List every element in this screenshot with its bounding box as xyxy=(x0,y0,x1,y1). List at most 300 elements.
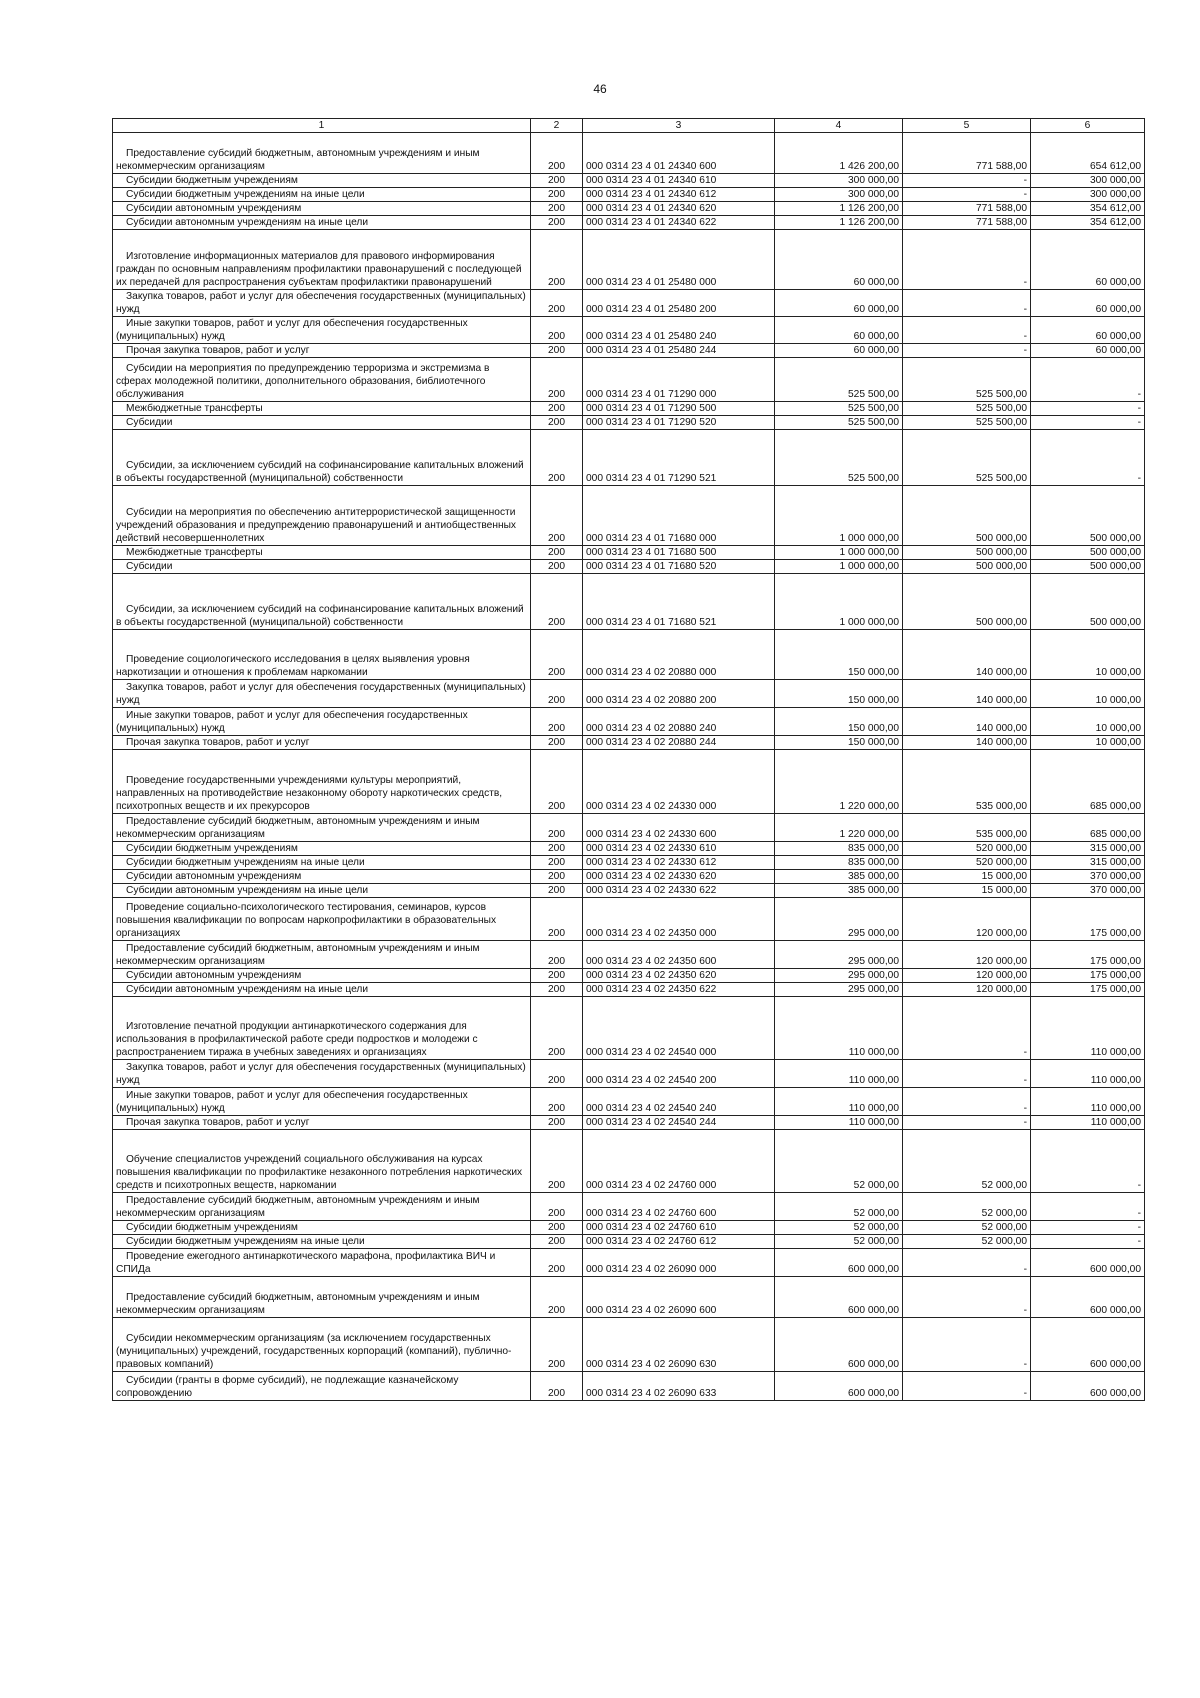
row-code: 000 0314 23 4 01 71290 500 xyxy=(583,402,775,416)
row-value-col5: 500 000,00 xyxy=(903,574,1031,630)
row-value-col6: 370 000,00 xyxy=(1031,884,1145,898)
table-row xyxy=(113,574,1145,630)
row-kbk: 200 xyxy=(531,870,583,884)
row-code: 000 0314 23 4 01 71680 500 xyxy=(583,546,775,560)
row-value-col6: 685 000,00 xyxy=(1031,814,1145,842)
row-value-col6: 370 000,00 xyxy=(1031,870,1145,884)
row-value-col5: 120 000,00 xyxy=(903,898,1031,941)
row-kbk: 200 xyxy=(531,560,583,574)
row-name xyxy=(113,546,531,560)
row-name-text: Изготовление печатной продукции антинаркотического содержания для использования в профилактической работе среди подростков и молодежи с распространением тиража в учебных заведениях и организациях xyxy=(116,1021,478,1058)
row-value-col6: 354 612,00 xyxy=(1031,202,1145,216)
row-code: 000 0314 23 4 02 26090 600 xyxy=(583,1277,775,1318)
row-code: 000 0314 23 4 01 24340 610 xyxy=(583,174,775,188)
row-code: 000 0314 23 4 02 24350 000 xyxy=(583,898,775,941)
row-value-col5: - xyxy=(903,344,1031,358)
table-row xyxy=(113,941,1145,969)
row-value-col4: 600 000,00 xyxy=(775,1277,903,1318)
row-name xyxy=(113,969,531,983)
row-kbk: 200 xyxy=(531,630,583,680)
row-value-col4: 1 126 200,00 xyxy=(775,202,903,216)
row-kbk: 200 xyxy=(531,1060,583,1088)
row-value-col5: 52 000,00 xyxy=(903,1130,1031,1193)
table-row xyxy=(113,344,1145,358)
row-code: 000 0314 23 4 01 24340 620 xyxy=(583,202,775,216)
row-name xyxy=(113,941,531,969)
row-value-col4: 1 426 200,00 xyxy=(775,133,903,174)
row-value-col4: 295 000,00 xyxy=(775,898,903,941)
row-value-col6: 600 000,00 xyxy=(1031,1318,1145,1372)
table-row xyxy=(113,416,1145,430)
row-name-text: Субсидии автономным учреждениям на иные цели xyxy=(126,984,369,995)
table-row xyxy=(113,997,1145,1060)
row-value-col5: - xyxy=(903,1116,1031,1130)
table-row xyxy=(113,898,1145,941)
row-value-col5: 525 500,00 xyxy=(903,358,1031,402)
row-value-col5: - xyxy=(903,1318,1031,1372)
row-value-col5: - xyxy=(903,1277,1031,1318)
table-row xyxy=(113,1193,1145,1221)
row-value-col6: 60 000,00 xyxy=(1031,230,1145,290)
table-row xyxy=(113,969,1145,983)
row-name xyxy=(113,750,531,814)
row-code: 000 0314 23 4 02 26090 000 xyxy=(583,1249,775,1277)
header-col-4: 4 xyxy=(775,119,903,133)
row-value-col5: 140 000,00 xyxy=(903,680,1031,708)
row-name-text: Прочая закупка товаров, работ и услуг xyxy=(126,1117,310,1128)
row-value-col4: 150 000,00 xyxy=(775,736,903,750)
row-kbk: 200 xyxy=(531,680,583,708)
row-name-text: Субсидии бюджетным учреждениям на иные цели xyxy=(126,189,365,200)
row-value-col4: 52 000,00 xyxy=(775,1235,903,1249)
row-code: 000 0314 23 4 01 25480 200 xyxy=(583,290,775,317)
row-value-col4: 1 220 000,00 xyxy=(775,814,903,842)
row-name xyxy=(113,1372,531,1401)
row-name xyxy=(113,1277,531,1318)
row-name xyxy=(113,856,531,870)
row-code: 000 0314 23 4 01 24340 622 xyxy=(583,216,775,230)
row-kbk: 200 xyxy=(531,814,583,842)
row-code: 000 0314 23 4 02 24760 610 xyxy=(583,1221,775,1235)
row-kbk: 200 xyxy=(531,983,583,997)
row-code: 000 0314 23 4 02 24540 240 xyxy=(583,1088,775,1116)
row-value-col6: - xyxy=(1031,1235,1145,1249)
row-value-col4: 525 500,00 xyxy=(775,416,903,430)
row-kbk: 200 xyxy=(531,842,583,856)
row-value-col6: - xyxy=(1031,358,1145,402)
row-kbk: 200 xyxy=(531,1088,583,1116)
table-row xyxy=(113,546,1145,560)
row-value-col4: 60 000,00 xyxy=(775,230,903,290)
row-name-text: Предоставление субсидий бюджетным, автономным учреждениям и иным некоммерческим организациям xyxy=(116,1195,480,1219)
row-name-text: Иные закупки товаров, работ и услуг для обеспечения государственных (муниципальных) нужд xyxy=(116,710,468,734)
row-kbk: 200 xyxy=(531,750,583,814)
header-col-2: 2 xyxy=(531,119,583,133)
row-value-col4: 295 000,00 xyxy=(775,941,903,969)
row-value-col4: 600 000,00 xyxy=(775,1249,903,1277)
row-value-col4: 600 000,00 xyxy=(775,1318,903,1372)
row-kbk: 200 xyxy=(531,344,583,358)
row-value-col6: 60 000,00 xyxy=(1031,317,1145,344)
table-row xyxy=(113,1088,1145,1116)
table-row xyxy=(113,708,1145,736)
row-value-col5: 120 000,00 xyxy=(903,941,1031,969)
row-name xyxy=(113,216,531,230)
row-name-text: Проведение ежегодного антинаркотического марафона, профилактика ВИЧ и СПИДа xyxy=(116,1251,496,1275)
row-kbk: 200 xyxy=(531,736,583,750)
row-code: 000 0314 23 4 02 24540 000 xyxy=(583,997,775,1060)
row-name-text: Субсидии автономным учреждениям на иные цели xyxy=(126,885,369,896)
row-code: 000 0314 23 4 01 24340 600 xyxy=(583,133,775,174)
row-value-col5: 52 000,00 xyxy=(903,1221,1031,1235)
row-name-text: Субсидии на мероприятия по предупреждению терроризма и экстремизма в сферах молодежной политики, дополнительного образования, библиотечного обслуживания xyxy=(116,363,490,400)
row-value-col6: 685 000,00 xyxy=(1031,750,1145,814)
row-value-col5: 15 000,00 xyxy=(903,870,1031,884)
row-value-col6: 500 000,00 xyxy=(1031,574,1145,630)
row-code: 000 0314 23 4 01 71680 521 xyxy=(583,574,775,630)
row-value-col4: 295 000,00 xyxy=(775,983,903,997)
row-value-col4: 525 500,00 xyxy=(775,430,903,486)
row-name xyxy=(113,574,531,630)
table-row xyxy=(113,750,1145,814)
row-value-col5: - xyxy=(903,997,1031,1060)
row-name xyxy=(113,290,531,317)
row-name-text: Субсидии автономным учреждениям xyxy=(126,970,302,981)
row-kbk: 200 xyxy=(531,416,583,430)
table-row xyxy=(113,1130,1145,1193)
row-name xyxy=(113,842,531,856)
table-header-row xyxy=(113,119,1145,133)
row-name-text: Прочая закупка товаров, работ и услуг xyxy=(126,737,310,748)
row-code: 000 0314 23 4 01 71290 521 xyxy=(583,430,775,486)
row-value-col5: - xyxy=(903,174,1031,188)
row-value-col5: 52 000,00 xyxy=(903,1235,1031,1249)
row-value-col6: 175 000,00 xyxy=(1031,941,1145,969)
row-name xyxy=(113,1221,531,1235)
row-value-col4: 52 000,00 xyxy=(775,1130,903,1193)
row-kbk: 200 xyxy=(531,1249,583,1277)
row-value-col5: 52 000,00 xyxy=(903,1193,1031,1221)
row-value-col6: - xyxy=(1031,1221,1145,1235)
table-row xyxy=(113,1277,1145,1318)
row-name xyxy=(113,344,531,358)
row-code: 000 0314 23 4 01 71680 520 xyxy=(583,560,775,574)
table-row xyxy=(113,1249,1145,1277)
row-value-col5: 535 000,00 xyxy=(903,814,1031,842)
row-code: 000 0314 23 4 02 24330 622 xyxy=(583,884,775,898)
row-name-text: Проведение государственными учреждениями культуры мероприятий, направленных на противодействие незаконному обороту наркотических средств, психотропных веществ и их прекурсоров xyxy=(116,775,503,812)
table-row xyxy=(113,202,1145,216)
row-value-col4: 1 000 000,00 xyxy=(775,546,903,560)
row-kbk: 200 xyxy=(531,1130,583,1193)
row-value-col4: 52 000,00 xyxy=(775,1193,903,1221)
row-name-text: Субсидии бюджетным учреждениям на иные цели xyxy=(126,1236,365,1247)
row-code: 000 0314 23 4 02 24760 000 xyxy=(583,1130,775,1193)
row-value-col4: 60 000,00 xyxy=(775,290,903,317)
row-value-col4: 300 000,00 xyxy=(775,188,903,202)
row-value-col6: 315 000,00 xyxy=(1031,842,1145,856)
row-value-col6: 110 000,00 xyxy=(1031,997,1145,1060)
row-value-col5: - xyxy=(903,317,1031,344)
row-name xyxy=(113,1318,531,1372)
row-name-text: Иные закупки товаров, работ и услуг для обеспечения государственных (муниципальных) нужд xyxy=(116,1090,468,1114)
row-value-col5: 120 000,00 xyxy=(903,969,1031,983)
row-kbk: 200 xyxy=(531,216,583,230)
table-row xyxy=(113,230,1145,290)
row-name xyxy=(113,898,531,941)
row-value-col5: 771 588,00 xyxy=(903,216,1031,230)
row-code: 000 0314 23 4 01 71290 520 xyxy=(583,416,775,430)
row-value-col6: - xyxy=(1031,430,1145,486)
row-value-col4: 60 000,00 xyxy=(775,317,903,344)
row-name xyxy=(113,174,531,188)
row-name xyxy=(113,1249,531,1277)
row-name-text: Закупка товаров, работ и услуг для обеспечения государственных (муниципальных) нужд xyxy=(116,1062,526,1086)
row-kbk: 200 xyxy=(531,188,583,202)
table-row xyxy=(113,856,1145,870)
row-value-col6: - xyxy=(1031,1193,1145,1221)
row-value-col5: 520 000,00 xyxy=(903,842,1031,856)
row-kbk: 200 xyxy=(531,1372,583,1401)
row-value-col6: 500 000,00 xyxy=(1031,486,1145,546)
table-row xyxy=(113,290,1145,317)
row-kbk: 200 xyxy=(531,1116,583,1130)
row-code: 000 0314 23 4 02 24540 244 xyxy=(583,1116,775,1130)
row-value-col6: 500 000,00 xyxy=(1031,560,1145,574)
row-name-text: Субсидии бюджетным учреждениям xyxy=(126,175,298,186)
table-row xyxy=(113,736,1145,750)
table-row xyxy=(113,486,1145,546)
row-kbk: 200 xyxy=(531,358,583,402)
row-value-col4: 1 000 000,00 xyxy=(775,486,903,546)
row-kbk: 200 xyxy=(531,290,583,317)
row-name xyxy=(113,486,531,546)
row-name-text: Проведение социально-психологического тестирования, семинаров, курсов повышения квалификации по вопросам наркопрофилактики в образовательных организациях xyxy=(116,902,497,939)
row-name-text: Изготовление информационных материалов для правового информирования граждан по основным направлениям профилактики правонарушений с последующей их передачей для распространения субъектам профилактики правонарушений xyxy=(116,251,522,288)
row-value-col4: 1 000 000,00 xyxy=(775,560,903,574)
row-value-col6: 60 000,00 xyxy=(1031,290,1145,317)
row-name xyxy=(113,708,531,736)
row-kbk: 200 xyxy=(531,884,583,898)
row-name xyxy=(113,416,531,430)
row-value-col4: 835 000,00 xyxy=(775,842,903,856)
row-value-col5: 525 500,00 xyxy=(903,416,1031,430)
row-value-col4: 600 000,00 xyxy=(775,1372,903,1401)
row-value-col4: 835 000,00 xyxy=(775,856,903,870)
row-value-col5: 140 000,00 xyxy=(903,736,1031,750)
row-kbk: 200 xyxy=(531,1221,583,1235)
row-value-col6: 315 000,00 xyxy=(1031,856,1145,870)
table-row xyxy=(113,317,1145,344)
row-value-col5: 525 500,00 xyxy=(903,402,1031,416)
table-row xyxy=(113,870,1145,884)
row-name xyxy=(113,870,531,884)
row-kbk: 200 xyxy=(531,941,583,969)
budget-table xyxy=(112,118,1145,1401)
row-value-col4: 60 000,00 xyxy=(775,344,903,358)
row-kbk: 200 xyxy=(531,402,583,416)
table-row xyxy=(113,216,1145,230)
row-value-col4: 110 000,00 xyxy=(775,1060,903,1088)
row-value-col6: 300 000,00 xyxy=(1031,188,1145,202)
row-value-col6: - xyxy=(1031,402,1145,416)
row-value-col6: 600 000,00 xyxy=(1031,1372,1145,1401)
header-col-6: 6 xyxy=(1031,119,1145,133)
row-code: 000 0314 23 4 02 20880 000 xyxy=(583,630,775,680)
table-row xyxy=(113,1235,1145,1249)
row-name-text: Субсидии xyxy=(126,561,173,572)
row-kbk: 200 xyxy=(531,546,583,560)
row-kbk: 200 xyxy=(531,898,583,941)
row-code: 000 0314 23 4 02 24350 620 xyxy=(583,969,775,983)
row-value-col6: 300 000,00 xyxy=(1031,174,1145,188)
table-row xyxy=(113,1318,1145,1372)
row-code: 000 0314 23 4 02 20880 240 xyxy=(583,708,775,736)
row-value-col6: 175 000,00 xyxy=(1031,983,1145,997)
row-value-col5: 771 588,00 xyxy=(903,202,1031,216)
row-name-text: Субсидии автономным учреждениям xyxy=(126,203,302,214)
table-row xyxy=(113,188,1145,202)
row-code: 000 0314 23 4 02 24540 200 xyxy=(583,1060,775,1088)
row-kbk: 200 xyxy=(531,997,583,1060)
row-code: 000 0314 23 4 01 25480 244 xyxy=(583,344,775,358)
row-name xyxy=(113,230,531,290)
row-value-col4: 300 000,00 xyxy=(775,174,903,188)
row-code: 000 0314 23 4 02 24760 612 xyxy=(583,1235,775,1249)
row-value-col6: 60 000,00 xyxy=(1031,344,1145,358)
row-name xyxy=(113,430,531,486)
row-kbk: 200 xyxy=(531,1193,583,1221)
row-code: 000 0314 23 4 01 25480 240 xyxy=(583,317,775,344)
row-name xyxy=(113,1235,531,1249)
row-name-text: Субсидии, за исключением субсидий на софинансирование капитальных вложений в объекты государственной (муниципальной) собственности xyxy=(116,604,524,628)
row-value-col6: 354 612,00 xyxy=(1031,216,1145,230)
row-value-col4: 1 126 200,00 xyxy=(775,216,903,230)
table-row xyxy=(113,1060,1145,1088)
table-body xyxy=(113,133,1145,1401)
row-name-text: Обучение специалистов учреждений социального обслуживания на курсах повышения квалификации по профилактике незаконного потребления наркотических средств и психотропных веществ, наркомании xyxy=(116,1154,523,1191)
row-name xyxy=(113,1193,531,1221)
row-name-text: Субсидии автономным учреждениям xyxy=(126,871,302,882)
row-value-col4: 1 000 000,00 xyxy=(775,574,903,630)
row-value-col6: 10 000,00 xyxy=(1031,736,1145,750)
row-code: 000 0314 23 4 02 20880 200 xyxy=(583,680,775,708)
row-value-col6: 110 000,00 xyxy=(1031,1088,1145,1116)
row-value-col4: 150 000,00 xyxy=(775,708,903,736)
table-row xyxy=(113,884,1145,898)
row-value-col5: - xyxy=(903,188,1031,202)
table-row xyxy=(113,842,1145,856)
row-name xyxy=(113,983,531,997)
table-row xyxy=(113,402,1145,416)
row-name-text: Предоставление субсидий бюджетным, автономным учреждениям и иным некоммерческим организациям xyxy=(116,1292,480,1316)
row-value-col4: 295 000,00 xyxy=(775,969,903,983)
row-name-text: Проведение социологического исследования в целях выявления уровня наркотизации и отношения к проблемам наркомании xyxy=(116,654,470,678)
row-code: 000 0314 23 4 02 24760 600 xyxy=(583,1193,775,1221)
row-kbk: 200 xyxy=(531,856,583,870)
row-value-col5: - xyxy=(903,1060,1031,1088)
row-value-col6: 10 000,00 xyxy=(1031,708,1145,736)
row-kbk: 200 xyxy=(531,486,583,546)
row-kbk: 200 xyxy=(531,133,583,174)
row-value-col6: 10 000,00 xyxy=(1031,630,1145,680)
row-name xyxy=(113,680,531,708)
row-name-text: Субсидии xyxy=(126,417,173,428)
row-value-col6: 175 000,00 xyxy=(1031,969,1145,983)
row-value-col4: 525 500,00 xyxy=(775,402,903,416)
row-name-text: Субсидии на мероприятия по обеспечению антитеррористической защищенности учреждений образования и предупреждению правонарушений и антиобщественных действий несовершеннолетних xyxy=(116,507,516,544)
row-name-text: Предоставление субсидий бюджетным, автономным учреждениям и иным некоммерческим организациям xyxy=(116,943,480,967)
row-value-col4: 110 000,00 xyxy=(775,1088,903,1116)
table-row xyxy=(113,430,1145,486)
row-name xyxy=(113,884,531,898)
row-value-col4: 110 000,00 xyxy=(775,1116,903,1130)
row-code: 000 0314 23 4 02 24330 610 xyxy=(583,842,775,856)
table-row xyxy=(113,814,1145,842)
row-value-col6: 500 000,00 xyxy=(1031,546,1145,560)
row-name-text: Субсидии (гранты в форме субсидий), не подлежащие казначейскому сопровождению xyxy=(116,1375,459,1399)
row-code: 000 0314 23 4 02 26090 633 xyxy=(583,1372,775,1401)
row-code: 000 0314 23 4 02 26090 630 xyxy=(583,1318,775,1372)
table-row xyxy=(113,1221,1145,1235)
row-value-col5: 535 000,00 xyxy=(903,750,1031,814)
row-value-col5: 500 000,00 xyxy=(903,546,1031,560)
row-value-col6: 600 000,00 xyxy=(1031,1277,1145,1318)
row-kbk: 200 xyxy=(531,1318,583,1372)
row-value-col5: 500 000,00 xyxy=(903,560,1031,574)
row-value-col5: 771 588,00 xyxy=(903,133,1031,174)
row-value-col6: - xyxy=(1031,1130,1145,1193)
row-name xyxy=(113,133,531,174)
table-row xyxy=(113,560,1145,574)
row-name xyxy=(113,630,531,680)
row-name xyxy=(113,736,531,750)
row-value-col5: 500 000,00 xyxy=(903,486,1031,546)
row-name xyxy=(113,997,531,1060)
table-row xyxy=(113,983,1145,997)
row-value-col4: 150 000,00 xyxy=(775,680,903,708)
row-code: 000 0314 23 4 01 25480 000 xyxy=(583,230,775,290)
row-kbk: 200 xyxy=(531,1277,583,1318)
row-name xyxy=(113,1088,531,1116)
row-value-col4: 1 220 000,00 xyxy=(775,750,903,814)
row-code: 000 0314 23 4 02 24330 600 xyxy=(583,814,775,842)
row-name xyxy=(113,1130,531,1193)
row-name-text: Субсидии автономным учреждениям на иные цели xyxy=(126,217,369,228)
row-name-text: Прочая закупка товаров, работ и услуг xyxy=(126,345,310,356)
row-value-col4: 52 000,00 xyxy=(775,1221,903,1235)
row-kbk: 200 xyxy=(531,574,583,630)
row-code: 000 0314 23 4 02 24350 600 xyxy=(583,941,775,969)
row-value-col5: - xyxy=(903,1249,1031,1277)
row-value-col4: 385 000,00 xyxy=(775,884,903,898)
row-value-col4: 110 000,00 xyxy=(775,997,903,1060)
table-row xyxy=(113,174,1145,188)
row-name xyxy=(113,188,531,202)
table-row xyxy=(113,1372,1145,1401)
row-value-col4: 150 000,00 xyxy=(775,630,903,680)
row-name xyxy=(113,358,531,402)
row-kbk: 200 xyxy=(531,230,583,290)
row-code: 000 0314 23 4 02 24350 622 xyxy=(583,983,775,997)
header-col-1: 1 xyxy=(113,119,531,133)
table-row xyxy=(113,630,1145,680)
row-code: 000 0314 23 4 01 24340 612 xyxy=(583,188,775,202)
row-value-col6: 110 000,00 xyxy=(1031,1060,1145,1088)
row-value-col6: 654 612,00 xyxy=(1031,133,1145,174)
row-value-col6: - xyxy=(1031,416,1145,430)
row-value-col5: - xyxy=(903,230,1031,290)
